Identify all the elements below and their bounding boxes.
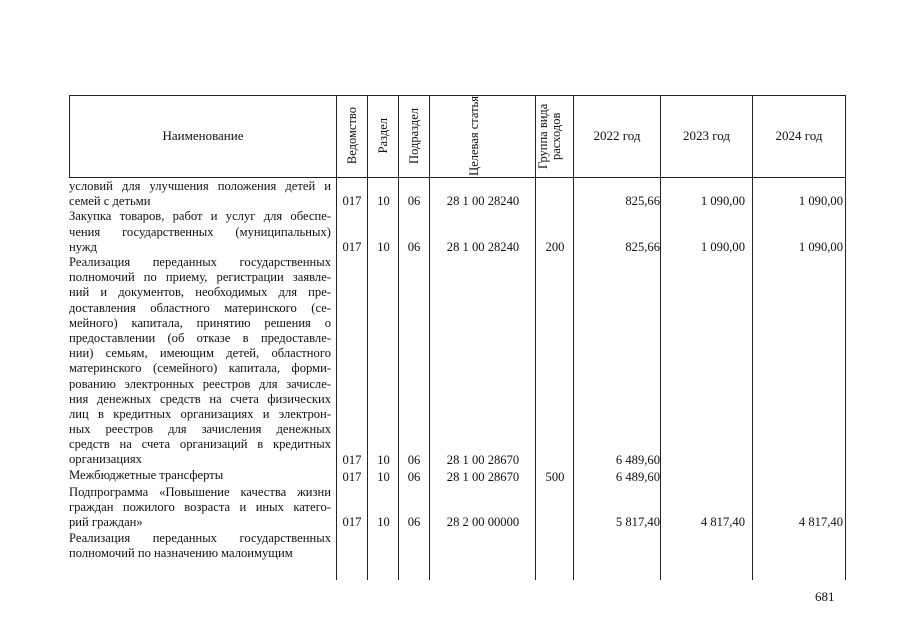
- cell-y2022: 6 489,60: [615, 452, 660, 467]
- header-vedomstvo: Ведомство: [344, 107, 359, 165]
- header-gruppa: Группа вида расходов: [535, 103, 563, 169]
- header-celevaya: Целевая статья: [466, 96, 481, 176]
- cell-y2022: 5 817,40: [615, 515, 660, 530]
- cell-razdel: 10: [377, 515, 390, 530]
- cell-podrazdel: 06: [407, 239, 421, 254]
- row-name-line: доставления областного материнского (се-: [69, 300, 331, 315]
- cell-ved: 017: [342, 194, 362, 209]
- cell-ved: 017: [342, 469, 362, 484]
- row-name-line: ний и документов, необходимых для пре-: [69, 285, 331, 300]
- row-name-line: рованию электронных реестров для зачисле-: [69, 376, 331, 391]
- row-name-line: семей с детьми: [69, 194, 151, 209]
- cell-y2023: 1 090,00: [700, 239, 745, 254]
- row-name-line: Реализация переданных государственных: [69, 255, 331, 269]
- row-name-line: Межбюджетные трансферты: [69, 467, 224, 482]
- cell-razdel: 10: [377, 469, 390, 484]
- cell-cs: 28 1 00 28240: [446, 194, 520, 209]
- row-name-line: ных реестров для зачисления денежных: [69, 422, 331, 437]
- cell-cs: 28 2 00 00000: [446, 515, 520, 530]
- row-name-line: рий граждан»: [69, 515, 143, 530]
- row-name-line: Закупка товаров, работ и услуг для обеспе-: [69, 209, 331, 224]
- row-name-line: лиц в кредитных организациях и электрон-: [69, 406, 331, 421]
- row-name: [69, 179, 331, 209]
- row-name-line: мейного) капитала, принятию решения о: [69, 315, 331, 330]
- cell-ved: 017: [342, 515, 362, 530]
- row-name-line: материнского (семейного) капитала, форми-: [69, 361, 331, 376]
- row-name-line: нужд: [69, 239, 97, 254]
- cell-razdel: 10: [377, 194, 390, 209]
- cell-y2022: 6 489,60: [615, 469, 660, 484]
- row-name-line: граждан пожилого возраста и иных катего-: [69, 500, 331, 515]
- header-2023: 2023 год: [683, 128, 730, 143]
- cell-y2023: 1 090,00: [700, 194, 745, 209]
- cell-y2024: 1 090,00: [798, 239, 843, 254]
- header-name: Наименование: [162, 128, 244, 143]
- row-name-line: ния денежных средств на счета физических: [69, 391, 331, 406]
- cell-podrazdel: 06: [407, 469, 421, 484]
- row-name-line: организациях: [69, 452, 142, 467]
- cell-gr: 200: [545, 239, 565, 254]
- col-border: [845, 95, 846, 580]
- row-name-line: полномочий по приему, регистрации заявле-: [69, 270, 331, 285]
- cell-y2022: 825,66: [625, 194, 660, 209]
- cell-razdel: 10: [377, 239, 390, 254]
- row-name-line: предоставлении (об отказе в предоставле-: [69, 330, 331, 345]
- row-name-line: нии) семьям, имеющим детей, областного: [69, 346, 331, 361]
- row-name-line: средств на счета организаций в кредитных: [69, 437, 331, 452]
- row-name: [69, 485, 331, 531]
- cell-cs: 28 1 00 28670: [446, 452, 520, 467]
- row-name: [69, 468, 331, 483]
- cell-gr: 500: [545, 469, 565, 484]
- header-2022: 2022 год: [593, 128, 641, 143]
- row-name: [69, 255, 331, 468]
- row-name-line: условий для улучшения положения детей и: [69, 179, 331, 193]
- header-bottom-border: [69, 177, 846, 178]
- cell-y2024: 1 090,00: [798, 194, 843, 209]
- cell-podrazdel: 06: [407, 194, 421, 209]
- row-name-line: чения государственных (муниципальных): [69, 224, 331, 239]
- header-podrazdel: Подраздел: [406, 108, 421, 164]
- row-name: [69, 531, 331, 561]
- row-name-line: Подпрограмма «Повышение качества жизни: [69, 485, 331, 499]
- cell-podrazdel: 06: [407, 515, 421, 530]
- cell-ved: 017: [342, 452, 362, 467]
- cell-y2022: 825,66: [625, 239, 660, 254]
- header-2024: 2024 год: [775, 128, 823, 143]
- cell-y2024: 4 817,40: [798, 515, 843, 530]
- cell-razdel: 10: [377, 452, 390, 467]
- cell-cs: 28 1 00 28670: [446, 469, 520, 484]
- cell-ved: 017: [342, 239, 362, 254]
- page-number: 681: [815, 589, 835, 604]
- cell-podrazdel: 06: [407, 452, 421, 467]
- cell-y2023: 4 817,40: [700, 515, 745, 530]
- row-name-line: полномочий по назначению малоимущим: [69, 545, 293, 560]
- row-name: [69, 209, 331, 255]
- header-razdel: Раздел: [375, 118, 390, 154]
- row-name-line: Реализация переданных государственных: [69, 530, 331, 545]
- cell-cs: 28 1 00 28240: [446, 239, 520, 254]
